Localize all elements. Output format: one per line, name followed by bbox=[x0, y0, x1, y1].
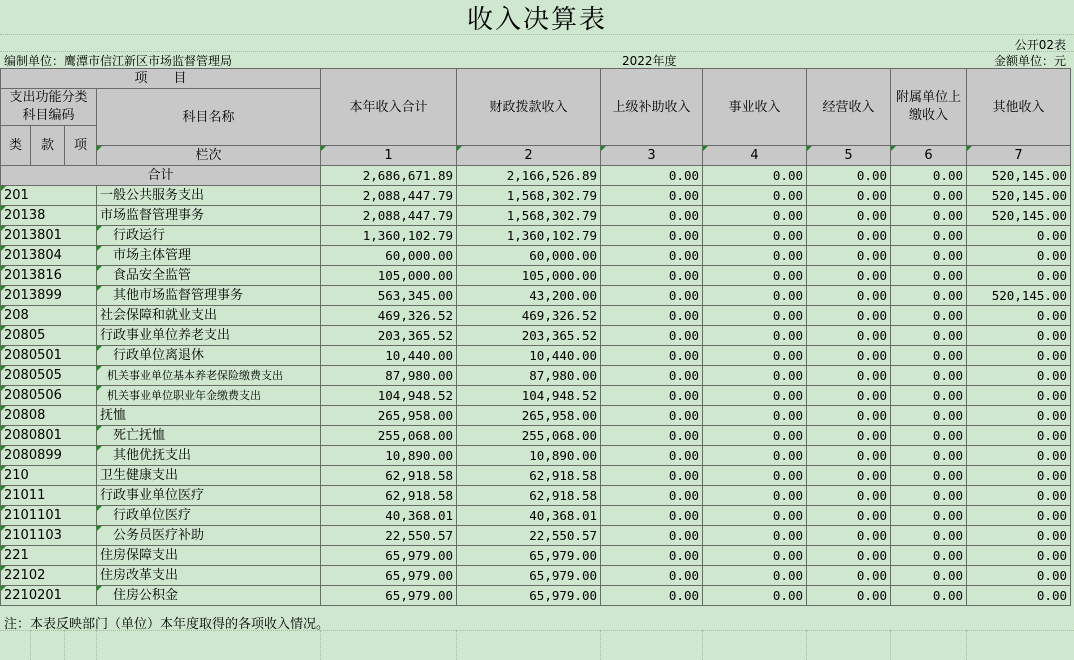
row-value-col-2: 60,000.00 bbox=[457, 246, 601, 266]
row-value-col-4: 0.00 bbox=[703, 586, 807, 606]
row-subject-name: 住房保障支出 bbox=[97, 546, 321, 566]
row-subject-name: 抚恤 bbox=[97, 406, 321, 426]
table-row bbox=[1, 506, 1071, 526]
row-value-col-2: 65,979.00 bbox=[457, 546, 601, 566]
row-value-col-6: 0.00 bbox=[891, 346, 967, 366]
fiscal-year: 2022年度 bbox=[622, 54, 677, 68]
row-value-col-4: 0.00 bbox=[703, 386, 807, 406]
row-code: 21011 bbox=[1, 486, 97, 506]
row-value-col-7: 0.00 bbox=[967, 266, 1071, 286]
row-value-col-6: 0.00 bbox=[891, 326, 967, 346]
row-value-col-1: 65,979.00 bbox=[321, 546, 457, 566]
row-value-col-2: 265,958.00 bbox=[457, 406, 601, 426]
row-value-col-5: 0.00 bbox=[807, 366, 891, 386]
row-value-col-5: 0.00 bbox=[807, 206, 891, 226]
table-row bbox=[1, 206, 1071, 226]
lei-header: 类 bbox=[1, 126, 31, 166]
row-value-col-4: 0.00 bbox=[703, 466, 807, 486]
row-code: 221 bbox=[1, 546, 97, 566]
row-code: 22102 bbox=[1, 566, 97, 586]
row-value-col-7: 0.00 bbox=[967, 426, 1071, 446]
row-subject-name: 行政单位医疗 bbox=[97, 506, 321, 526]
row-value-col-2: 1,568,302.79 bbox=[457, 186, 601, 206]
row-subject-name: 其他优抚支出 bbox=[97, 446, 321, 466]
row-value-col-6: 0.00 bbox=[891, 226, 967, 246]
row-code: 2080899 bbox=[1, 446, 97, 466]
row-code: 2013899 bbox=[1, 286, 97, 306]
row-value-col-2: 65,979.00 bbox=[457, 586, 601, 606]
table-row bbox=[1, 386, 1071, 406]
row-value-col-1: 469,326.52 bbox=[321, 306, 457, 326]
row-value-col-6: 0.00 bbox=[891, 366, 967, 386]
row-value-col-6: 0.00 bbox=[891, 186, 967, 206]
row-value-col-3: 0.00 bbox=[601, 226, 703, 246]
form-number: 公开02表 bbox=[1014, 38, 1066, 52]
row-value-col-2: 62,918.58 bbox=[457, 466, 601, 486]
row-value-col-4: 0.00 bbox=[703, 206, 807, 226]
row-value-col-5: 0.00 bbox=[807, 226, 891, 246]
row-value-col-7: 0.00 bbox=[967, 226, 1071, 246]
row-value-col-4: 0.00 bbox=[703, 346, 807, 366]
row-value-col-2: 255,068.00 bbox=[457, 426, 601, 446]
col-header-2: 财政拨款收入 bbox=[457, 69, 601, 146]
col-header-1: 本年收入合计 bbox=[321, 69, 457, 146]
row-value-col-3: 0.00 bbox=[601, 546, 703, 566]
row-value-col-2: 43,200.00 bbox=[457, 286, 601, 306]
row-value-col-1: 10,890.00 bbox=[321, 446, 457, 466]
table-row bbox=[1, 466, 1071, 486]
row-value-col-3: 0.00 bbox=[601, 526, 703, 546]
row-value-col-6: 0.00 bbox=[891, 246, 967, 266]
row-value-col-7: 520,145.00 bbox=[967, 286, 1071, 306]
row-value-col-1: 2,088,447.79 bbox=[321, 206, 457, 226]
kuan-header: 款 bbox=[31, 126, 65, 166]
row-value-col-5: 0.00 bbox=[807, 266, 891, 286]
row-value-col-1: 87,980.00 bbox=[321, 366, 457, 386]
row-subject-name: 住房公积金 bbox=[97, 586, 321, 606]
row-value-col-3: 0.00 bbox=[601, 346, 703, 366]
row-subject-name: 行政运行 bbox=[97, 226, 321, 246]
row-value-col-1: 255,068.00 bbox=[321, 426, 457, 446]
row-value-col-3: 0.00 bbox=[601, 366, 703, 386]
row-value-col-7: 0.00 bbox=[967, 306, 1071, 326]
row-value-col-4: 0.00 bbox=[703, 286, 807, 306]
col-num-1: 1 bbox=[321, 146, 457, 166]
col-num-7: 7 bbox=[967, 146, 1071, 166]
func-code-header: 支出功能分类科目编码 bbox=[1, 89, 97, 126]
table-row bbox=[1, 266, 1071, 286]
table-row bbox=[1, 286, 1071, 306]
table-row bbox=[1, 346, 1071, 366]
total-value-5: 0.00 bbox=[807, 166, 891, 186]
row-subject-name: 其他市场监督管理事务 bbox=[97, 286, 321, 306]
row-value-col-1: 2,088,447.79 bbox=[321, 186, 457, 206]
row-value-col-6: 0.00 bbox=[891, 386, 967, 406]
row-value-col-5: 0.00 bbox=[807, 546, 891, 566]
table-row bbox=[1, 326, 1071, 346]
row-subject-name: 行政事业单位医疗 bbox=[97, 486, 321, 506]
row-value-col-6: 0.00 bbox=[891, 466, 967, 486]
col-header-4: 事业收入 bbox=[703, 69, 807, 146]
row-value-col-7: 0.00 bbox=[967, 466, 1071, 486]
row-code: 20138 bbox=[1, 206, 97, 226]
row-value-col-2: 1,360,102.79 bbox=[457, 226, 601, 246]
row-value-col-7: 0.00 bbox=[967, 386, 1071, 406]
total-value-2: 2,166,526.89 bbox=[457, 166, 601, 186]
row-subject-name: 卫生健康支出 bbox=[97, 466, 321, 486]
row-value-col-5: 0.00 bbox=[807, 346, 891, 366]
row-value-col-5: 0.00 bbox=[807, 186, 891, 206]
row-value-col-7: 0.00 bbox=[967, 366, 1071, 386]
row-subject-name: 行政单位离退休 bbox=[97, 346, 321, 366]
table-row bbox=[1, 526, 1071, 546]
table-row bbox=[1, 566, 1071, 586]
row-value-col-4: 0.00 bbox=[703, 506, 807, 526]
table-row bbox=[1, 226, 1071, 246]
income-table bbox=[0, 68, 1071, 606]
total-value-3: 0.00 bbox=[601, 166, 703, 186]
row-value-col-4: 0.00 bbox=[703, 366, 807, 386]
row-value-col-1: 40,368.01 bbox=[321, 506, 457, 526]
row-value-col-2: 87,980.00 bbox=[457, 366, 601, 386]
row-code: 2080506 bbox=[1, 386, 97, 406]
total-label: 合计 bbox=[1, 166, 321, 186]
row-value-col-1: 60,000.00 bbox=[321, 246, 457, 266]
table-row bbox=[1, 486, 1071, 506]
row-value-col-3: 0.00 bbox=[601, 486, 703, 506]
row-value-col-7: 520,145.00 bbox=[967, 186, 1071, 206]
row-value-col-6: 0.00 bbox=[891, 586, 967, 606]
row-value-col-7: 0.00 bbox=[967, 246, 1071, 266]
column-no-label: 栏次 bbox=[97, 146, 321, 166]
row-code: 20808 bbox=[1, 406, 97, 426]
row-value-col-7: 0.00 bbox=[967, 326, 1071, 346]
row-code: 2101103 bbox=[1, 526, 97, 546]
total-value-7: 520,145.00 bbox=[967, 166, 1071, 186]
row-subject-name: 社会保障和就业支出 bbox=[97, 306, 321, 326]
row-value-col-4: 0.00 bbox=[703, 306, 807, 326]
row-code: 2080505 bbox=[1, 366, 97, 386]
row-value-col-4: 0.00 bbox=[703, 486, 807, 506]
row-code: 201 bbox=[1, 186, 97, 206]
total-row bbox=[1, 166, 1071, 186]
row-value-col-3: 0.00 bbox=[601, 426, 703, 446]
row-value-col-1: 62,918.58 bbox=[321, 466, 457, 486]
row-value-col-7: 0.00 bbox=[967, 506, 1071, 526]
row-value-col-3: 0.00 bbox=[601, 206, 703, 226]
row-value-col-2: 10,890.00 bbox=[457, 446, 601, 466]
total-value-6: 0.00 bbox=[891, 166, 967, 186]
subject-name-header: 科目名称 bbox=[97, 89, 321, 146]
row-subject-name: 机关事业单位职业年金缴费支出 bbox=[97, 386, 321, 406]
row-subject-name: 行政事业单位养老支出 bbox=[97, 326, 321, 346]
table-row bbox=[1, 586, 1071, 606]
row-value-col-6: 0.00 bbox=[891, 546, 967, 566]
row-value-col-3: 0.00 bbox=[601, 266, 703, 286]
row-value-col-7: 0.00 bbox=[967, 566, 1071, 586]
row-subject-name: 住房改革支出 bbox=[97, 566, 321, 586]
row-value-col-5: 0.00 bbox=[807, 286, 891, 306]
total-value-4: 0.00 bbox=[703, 166, 807, 186]
row-value-col-6: 0.00 bbox=[891, 506, 967, 526]
row-value-col-1: 1,360,102.79 bbox=[321, 226, 457, 246]
row-value-col-3: 0.00 bbox=[601, 566, 703, 586]
row-subject-name: 机关事业单位基本养老保险缴费支出 bbox=[97, 366, 321, 386]
row-value-col-7: 0.00 bbox=[967, 526, 1071, 546]
row-value-col-5: 0.00 bbox=[807, 326, 891, 346]
row-value-col-2: 10,440.00 bbox=[457, 346, 601, 366]
table-row bbox=[1, 366, 1071, 386]
row-value-col-5: 0.00 bbox=[807, 406, 891, 426]
row-value-col-2: 104,948.52 bbox=[457, 386, 601, 406]
row-value-col-7: 0.00 bbox=[967, 446, 1071, 466]
page-title: 收入决算表 bbox=[466, 5, 607, 35]
row-value-col-2: 62,918.58 bbox=[457, 486, 601, 506]
row-value-col-1: 65,979.00 bbox=[321, 566, 457, 586]
row-value-col-5: 0.00 bbox=[807, 306, 891, 326]
col-num-2: 2 bbox=[457, 146, 601, 166]
table-note: 注：本表反映部门（单位）本年度取得的各项收入情况。 bbox=[4, 617, 330, 632]
row-value-col-5: 0.00 bbox=[807, 526, 891, 546]
row-code: 2210201 bbox=[1, 586, 97, 606]
row-code: 2013801 bbox=[1, 226, 97, 246]
table-row bbox=[1, 446, 1071, 466]
table-row bbox=[1, 246, 1071, 266]
row-code: 20805 bbox=[1, 326, 97, 346]
row-value-col-3: 0.00 bbox=[601, 186, 703, 206]
row-value-col-7: 0.00 bbox=[967, 486, 1071, 506]
row-value-col-5: 0.00 bbox=[807, 486, 891, 506]
col-header-5: 经营收入 bbox=[807, 69, 891, 146]
row-value-col-6: 0.00 bbox=[891, 206, 967, 226]
row-value-col-3: 0.00 bbox=[601, 246, 703, 266]
row-value-col-4: 0.00 bbox=[703, 246, 807, 266]
row-subject-name: 公务员医疗补助 bbox=[97, 526, 321, 546]
xiang-header: 项 bbox=[65, 126, 97, 166]
amount-unit: 金额单位：元 bbox=[993, 54, 1066, 68]
row-value-col-7: 0.00 bbox=[967, 546, 1071, 566]
row-code: 2013804 bbox=[1, 246, 97, 266]
row-value-col-3: 0.00 bbox=[601, 326, 703, 346]
row-code: 2080801 bbox=[1, 426, 97, 446]
row-value-col-3: 0.00 bbox=[601, 386, 703, 406]
col-num-4: 4 bbox=[703, 146, 807, 166]
row-value-col-7: 520,145.00 bbox=[967, 206, 1071, 226]
row-subject-name: 食品安全监管 bbox=[97, 266, 321, 286]
row-subject-name: 一般公共服务支出 bbox=[97, 186, 321, 206]
row-value-col-6: 0.00 bbox=[891, 306, 967, 326]
row-value-col-3: 0.00 bbox=[601, 406, 703, 426]
row-value-col-1: 105,000.00 bbox=[321, 266, 457, 286]
row-value-col-1: 65,979.00 bbox=[321, 586, 457, 606]
reporting-unit: 编制单位：鹰潭市信江新区市场监督管理局 bbox=[4, 54, 233, 68]
row-value-col-5: 0.00 bbox=[807, 446, 891, 466]
row-value-col-2: 203,365.52 bbox=[457, 326, 601, 346]
row-code: 2013816 bbox=[1, 266, 97, 286]
row-value-col-5: 0.00 bbox=[807, 506, 891, 526]
row-value-col-7: 0.00 bbox=[967, 346, 1071, 366]
col-num-6: 6 bbox=[891, 146, 967, 166]
row-value-col-3: 0.00 bbox=[601, 286, 703, 306]
row-code: 210 bbox=[1, 466, 97, 486]
row-value-col-1: 203,365.52 bbox=[321, 326, 457, 346]
table-row bbox=[1, 546, 1071, 566]
row-value-col-6: 0.00 bbox=[891, 486, 967, 506]
row-value-col-7: 0.00 bbox=[967, 406, 1071, 426]
col-header-7: 其他收入 bbox=[967, 69, 1071, 146]
row-value-col-6: 0.00 bbox=[891, 566, 967, 586]
col-header-6: 附属单位上缴收入 bbox=[891, 69, 967, 146]
row-value-col-1: 62,918.58 bbox=[321, 486, 457, 506]
row-value-col-5: 0.00 bbox=[807, 426, 891, 446]
row-value-col-4: 0.00 bbox=[703, 326, 807, 346]
row-value-col-5: 0.00 bbox=[807, 586, 891, 606]
row-value-col-4: 0.00 bbox=[703, 526, 807, 546]
row-value-col-3: 0.00 bbox=[601, 446, 703, 466]
col-header-3: 上级补助收入 bbox=[601, 69, 703, 146]
row-subject-name: 市场主体管理 bbox=[97, 246, 321, 266]
row-value-col-6: 0.00 bbox=[891, 406, 967, 426]
row-value-col-6: 0.00 bbox=[891, 266, 967, 286]
row-value-col-1: 563,345.00 bbox=[321, 286, 457, 306]
row-value-col-3: 0.00 bbox=[601, 586, 703, 606]
row-value-col-2: 469,326.52 bbox=[457, 306, 601, 326]
table-row bbox=[1, 426, 1071, 446]
header-row-item bbox=[1, 69, 1071, 89]
item-header: 项 目 bbox=[1, 69, 321, 89]
row-value-col-4: 0.00 bbox=[703, 186, 807, 206]
row-value-col-1: 104,948.52 bbox=[321, 386, 457, 406]
row-value-col-2: 40,368.01 bbox=[457, 506, 601, 526]
row-value-col-4: 0.00 bbox=[703, 426, 807, 446]
row-subject-name: 市场监督管理事务 bbox=[97, 206, 321, 226]
row-value-col-1: 22,550.57 bbox=[321, 526, 457, 546]
col-num-5: 5 bbox=[807, 146, 891, 166]
col-num-3: 3 bbox=[601, 146, 703, 166]
row-value-col-5: 0.00 bbox=[807, 566, 891, 586]
row-value-col-2: 1,568,302.79 bbox=[457, 206, 601, 226]
row-value-col-6: 0.00 bbox=[891, 446, 967, 466]
row-value-col-7: 0.00 bbox=[967, 586, 1071, 606]
row-value-col-2: 105,000.00 bbox=[457, 266, 601, 286]
row-value-col-4: 0.00 bbox=[703, 446, 807, 466]
row-code: 2080501 bbox=[1, 346, 97, 366]
row-value-col-6: 0.00 bbox=[891, 526, 967, 546]
row-value-col-1: 265,958.00 bbox=[321, 406, 457, 426]
row-value-col-1: 10,440.00 bbox=[321, 346, 457, 366]
row-value-col-4: 0.00 bbox=[703, 266, 807, 286]
row-value-col-5: 0.00 bbox=[807, 246, 891, 266]
row-value-col-3: 0.00 bbox=[601, 306, 703, 326]
row-value-col-4: 0.00 bbox=[703, 546, 807, 566]
row-subject-name: 死亡抚恤 bbox=[97, 426, 321, 446]
row-value-col-3: 0.00 bbox=[601, 506, 703, 526]
row-value-col-2: 65,979.00 bbox=[457, 566, 601, 586]
row-value-col-2: 22,550.57 bbox=[457, 526, 601, 546]
row-value-col-5: 0.00 bbox=[807, 386, 891, 406]
row-value-col-4: 0.00 bbox=[703, 566, 807, 586]
table-row bbox=[1, 306, 1071, 326]
row-value-col-4: 0.00 bbox=[703, 406, 807, 426]
column-number-row bbox=[1, 146, 1071, 166]
row-value-col-6: 0.00 bbox=[891, 286, 967, 306]
row-value-col-4: 0.00 bbox=[703, 226, 807, 246]
table-row bbox=[1, 406, 1071, 426]
row-code: 208 bbox=[1, 306, 97, 326]
row-value-col-3: 0.00 bbox=[601, 466, 703, 486]
total-value-1: 2,686,671.89 bbox=[321, 166, 457, 186]
table-row bbox=[1, 186, 1071, 206]
row-value-col-6: 0.00 bbox=[891, 426, 967, 446]
row-value-col-5: 0.00 bbox=[807, 466, 891, 486]
row-code: 2101101 bbox=[1, 506, 97, 526]
